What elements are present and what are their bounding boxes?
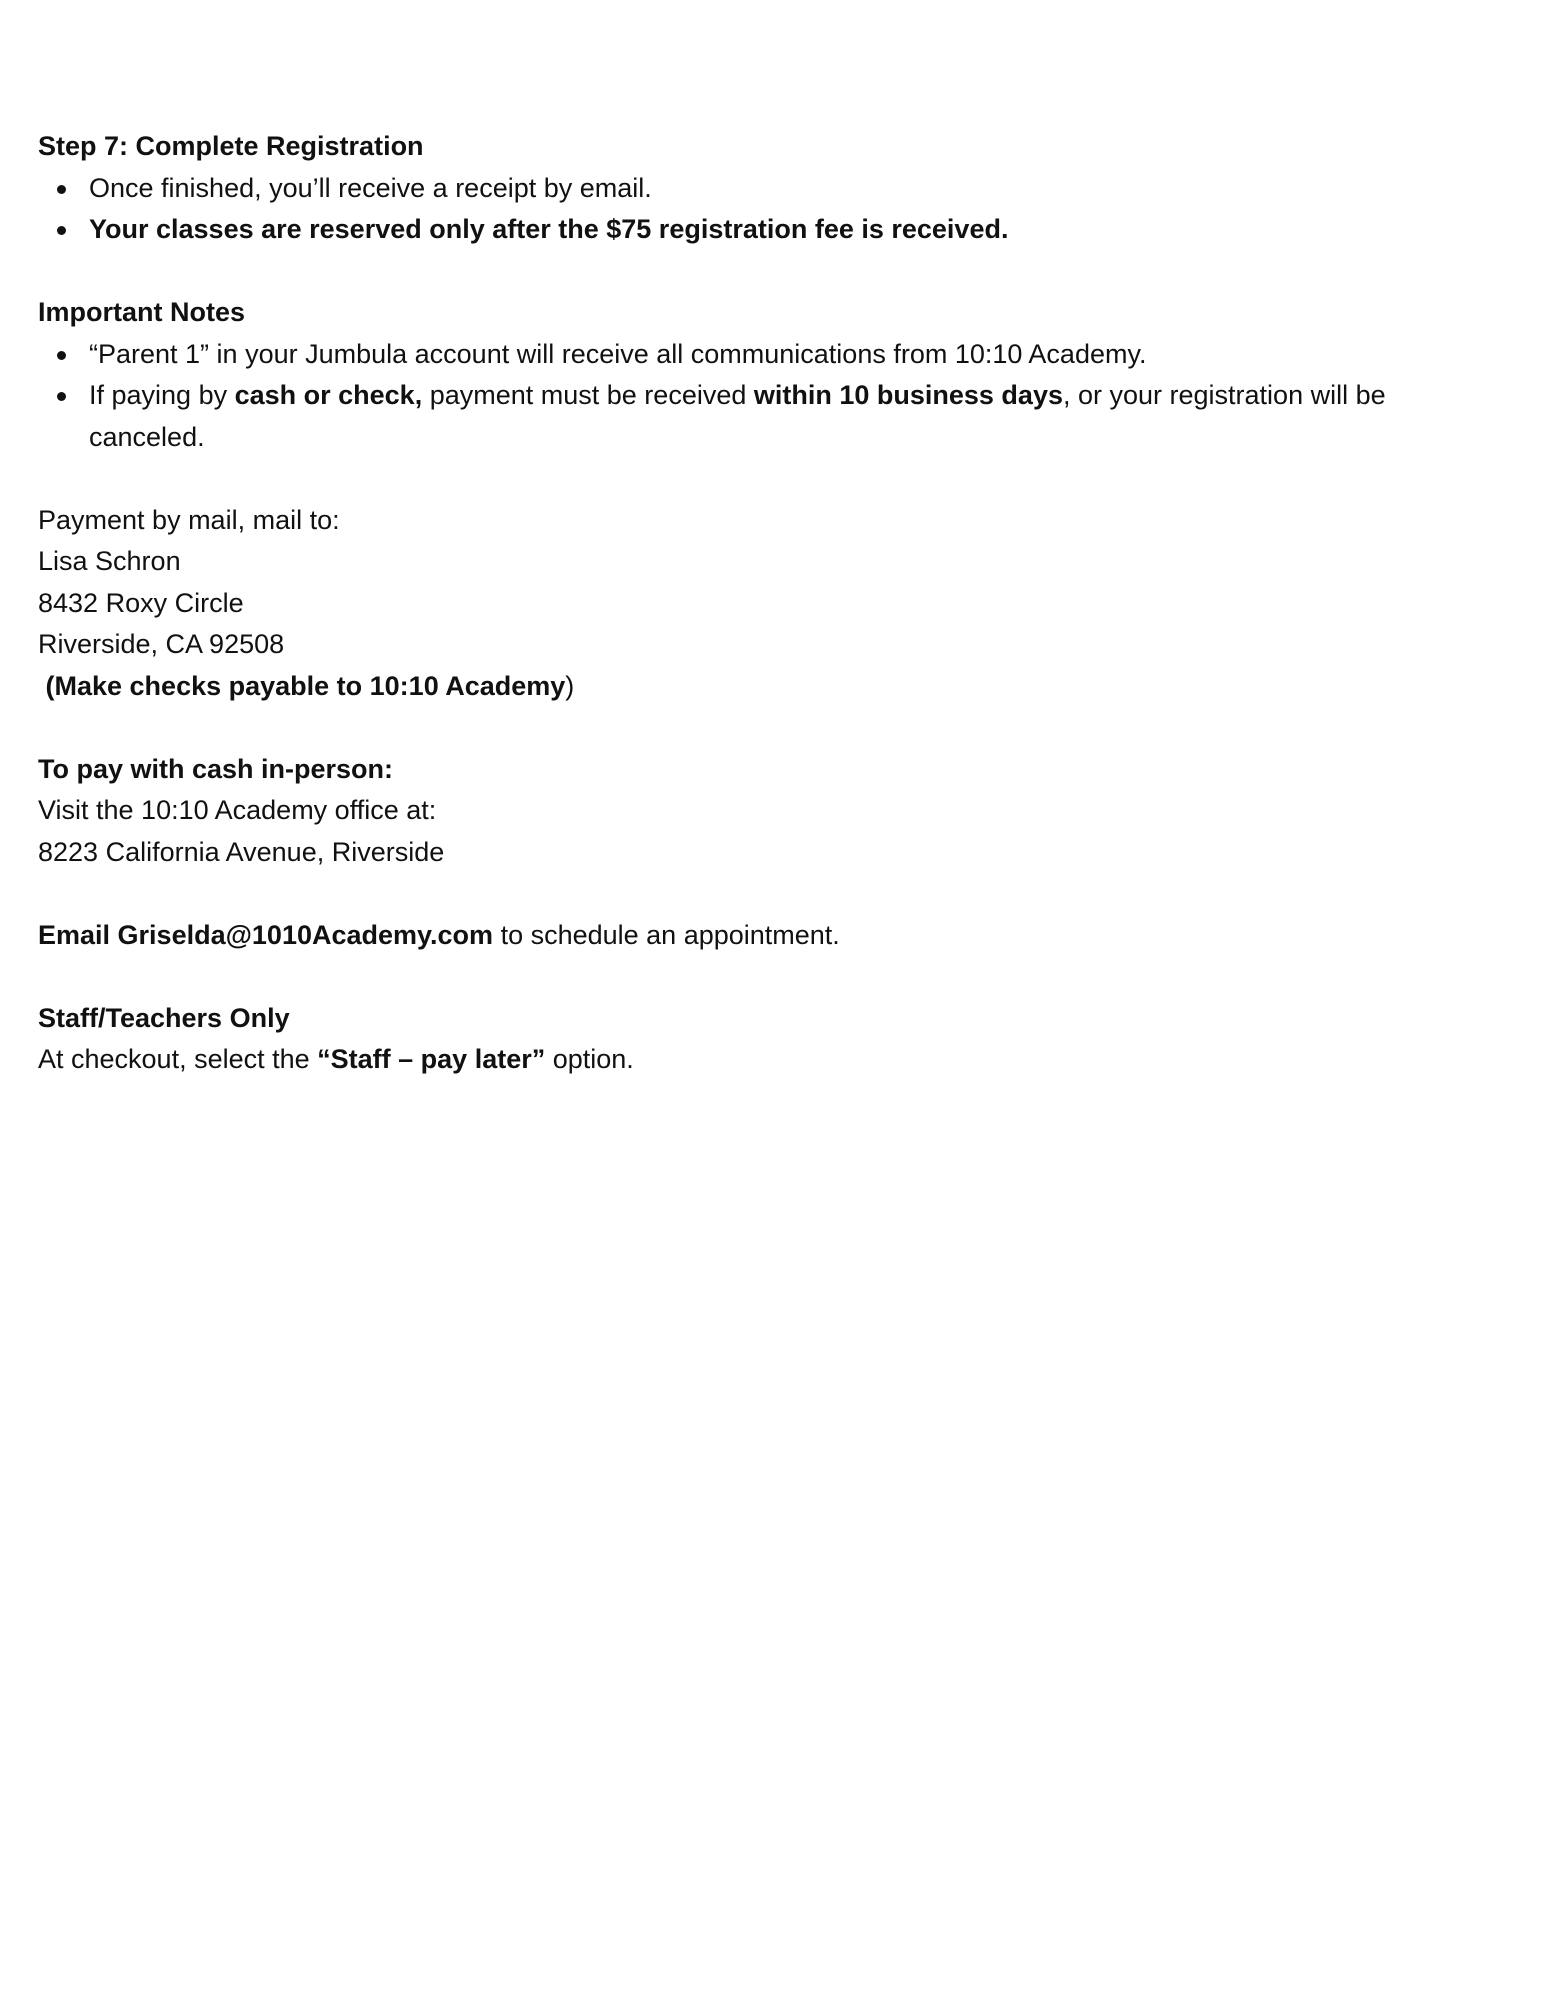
- staff-line: [38, 1039, 1505, 1081]
- mail-intro: Payment by mail, mail to:: [38, 504, 340, 535]
- notes-bullet-2-part2: payment must be received: [422, 380, 754, 410]
- step7-list: [38, 168, 1505, 251]
- notes-section: [38, 292, 1505, 458]
- email-line: [38, 915, 1505, 957]
- mail-name: Lisa Schron: [38, 546, 181, 576]
- spacer: [38, 458, 1505, 500]
- mail-payable: Make checks payable to 10:10 Academy: [54, 670, 566, 701]
- list-item: [38, 209, 1505, 251]
- list-item: [38, 375, 1505, 458]
- email-rest: to schedule an appointment.: [493, 919, 840, 950]
- notes-list: [38, 334, 1505, 459]
- step7-bullet-2: Your classes are reserved only after the $75 registration fee is received.: [89, 214, 1009, 244]
- cash-address: 8223 California Avenue, Riverside: [38, 836, 445, 867]
- step7-section: [38, 126, 1505, 251]
- staff-part-2: option.: [545, 1044, 634, 1074]
- spacer: [38, 873, 1505, 915]
- email-section: [38, 915, 1505, 957]
- mail-open-paren: (: [38, 670, 55, 701]
- notes-bullet-2-bold1: cash or check,: [234, 380, 423, 410]
- notes-bullet-2-bold2: within 10 business days: [753, 380, 1063, 410]
- mail-street: 8432 Roxy Circle: [38, 587, 244, 618]
- email-link[interactable]: Email Griselda@1010Academy.com: [38, 919, 494, 950]
- list-item: [38, 334, 1505, 376]
- list-item: [38, 168, 1505, 210]
- step7-bullet-1: Once finished, you’ll receive a receipt by email.: [89, 172, 652, 203]
- mail-city: Riverside, CA 92508: [38, 629, 285, 659]
- mail-close-paren: ): [565, 670, 575, 701]
- staff-heading: Staff/Teachers Only: [38, 1002, 290, 1033]
- mail-section: [38, 500, 1505, 708]
- notes-heading: Important Notes: [38, 297, 246, 327]
- cash-section: [38, 749, 1505, 874]
- notes-bullet-1: “Parent 1” in your Jumbula account will receive all communications from 10:10 Academy.: [89, 338, 1147, 369]
- spacer: [38, 251, 1505, 293]
- spacer: [38, 956, 1505, 998]
- staff-option: “Staff – pay later”: [317, 1044, 546, 1074]
- cash-line-1: Visit the 10:10 Academy office at:: [38, 795, 437, 825]
- mail-payable-line: [38, 666, 1505, 708]
- step7-heading: Step 7: Complete Registration: [38, 131, 424, 161]
- notes-bullet-2-part1: If paying by: [89, 380, 235, 410]
- spacer: [38, 707, 1505, 749]
- notes-bullet-2-part3: , or your registration will be canceled.: [89, 380, 1386, 452]
- staff-section: [38, 998, 1505, 1081]
- cash-heading: To pay with cash in-person:: [38, 753, 394, 784]
- staff-part-1: At checkout, select the: [38, 1044, 318, 1074]
